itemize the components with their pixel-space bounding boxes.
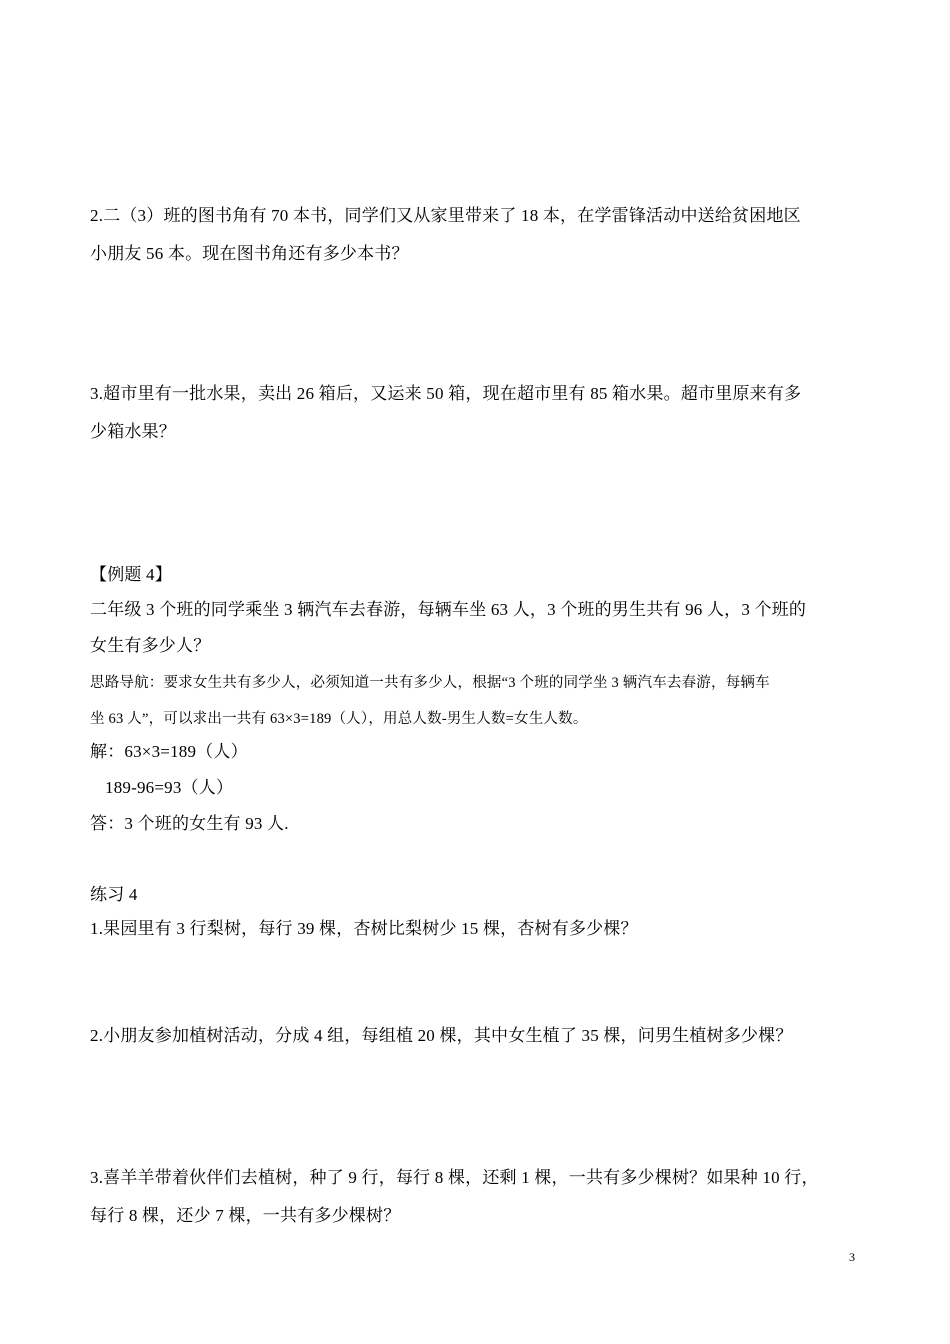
practice-4-question-3-line-2: 每行 8 棵，还少 7 棵，一共有多少棵树？ [90,1206,401,1225]
practice-4-heading: 练习 4 [90,885,138,904]
problem-3-line-2: 少箱水果？ [90,422,176,441]
example-4-answer: 答：3 个班的女生有 93 人. [90,814,289,833]
example-4-hint-line-1: 思路导航：要求女生共有多少人，必须知道一共有多少人，根据“3 个班的同学坐 3 辆汽车去春游，每辆车 [90,675,770,691]
example-4-problem-line-1: 二年级 3 个班的同学乘坐 3 辆汽车去春游，每辆车坐 63 人，3 个班的男生共有 96 人，3 个班的 [90,600,807,619]
example-4-hint-line-2: 坐 63 人”，可以求出一共有 63×3=189（人），用总人数-男生人数=女生人数。 [90,711,588,727]
practice-4-question-2: 2.小朋友参加植树活动，分成 4 组，每组植 20 棵，其中女生植了 35 棵，问男生植树多少棵？ [90,1026,793,1045]
example-4-problem-line-2: 女生有多少人？ [90,636,211,655]
practice-4-question-3-line-1: 3.喜羊羊带着伙伴们去植树，种了 9 行，每行 8 棵，还剩 1 棵，一共有多少棵树？如果种 10 行， [90,1168,819,1187]
example-4-solution-line-1: 解：63×3=189（人） [90,742,248,761]
problem-2-line-1: 2.二（3）班的图书角有 70 本书，同学们又从家里带来了 18 本，在学雷锋活动中送给贫困地区 [90,206,801,225]
page-number: 3 [849,1250,855,1264]
problem-3-line-1: 3.超市里有一批水果，卖出 26 箱后，又运来 50 箱，现在超市里有 85 箱水果。超市里原来有多 [90,384,802,403]
practice-4-question-1: 1.果园里有 3 行梨树，每行 39 棵，杏树比梨树少 15 棵，杏树有多少棵？ [90,919,638,938]
problem-2-line-2: 小朋友 56 本。现在图书角还有多少本书？ [90,244,409,263]
example-4-heading: 【例题 4】 [90,565,172,584]
example-4-solution-line-2: 189-96=93（人） [105,778,234,797]
